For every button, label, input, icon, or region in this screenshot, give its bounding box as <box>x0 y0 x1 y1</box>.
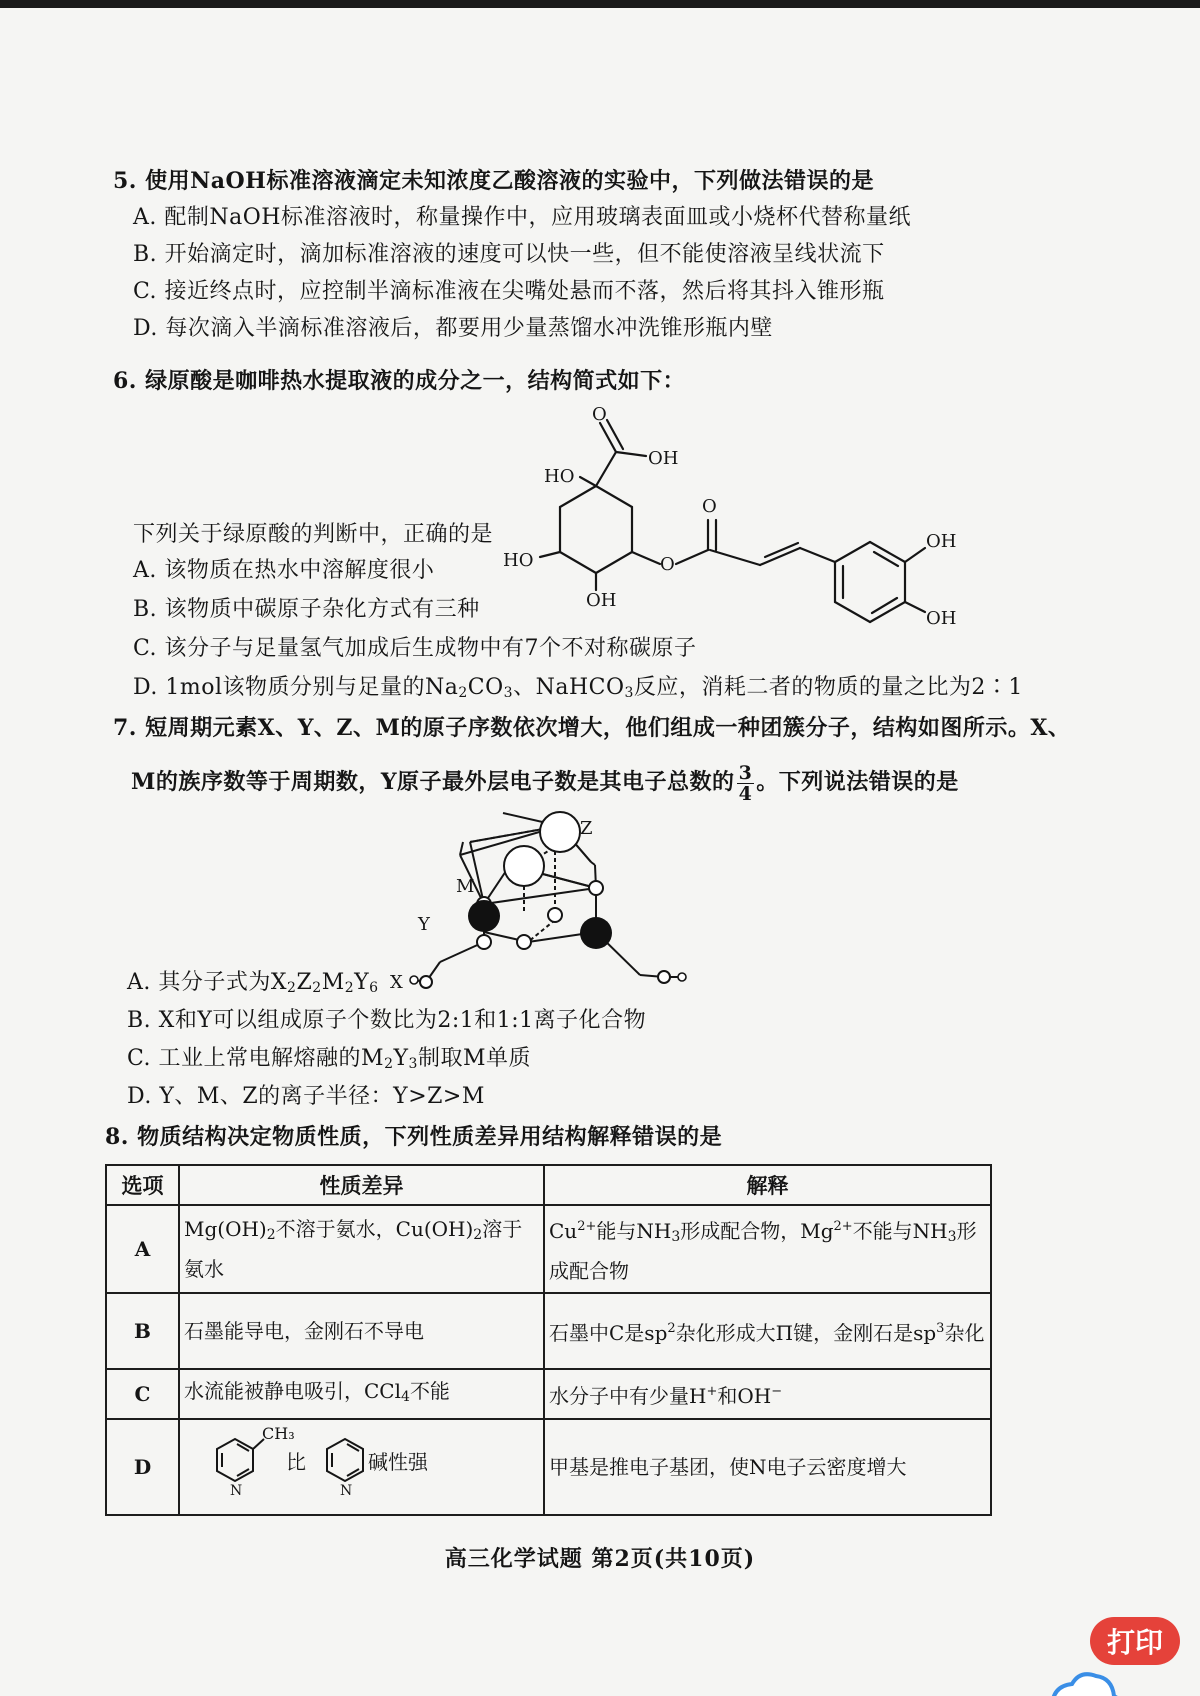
q5-option-d: D. 每次滴入半滴标准溶液后，都要用少量蒸馏水冲洗锥形瓶内壁 <box>133 316 773 341</box>
stronger-base-label: 碱性强 <box>368 1450 428 1474</box>
table-row-b <box>106 1293 991 1369</box>
row-c-explanation: 水分子中有少量H+和OH− <box>544 1369 991 1419</box>
row-d-property <box>179 1419 544 1515</box>
header-property: 性质差异 <box>179 1165 544 1205</box>
than-label: 比 <box>286 1450 306 1474</box>
q6-option-d: D. 1mol该物质分别与足量的$Na_2CO_3$、NaHCO$_3$反应，消耗二者的物质的量之比为2∶1 <box>133 675 1023 701</box>
ring-ho-label: HO <box>503 550 534 571</box>
ester-o-label: O <box>660 554 675 575</box>
q6-option-c: C. 该分子与足量氢气加成后生成物中有7个不对称碳原子 <box>133 636 697 661</box>
row-d-explanation: 甲基是推电子基团，使N电子云密度增大 <box>544 1419 991 1515</box>
q7-option-b: B. X和Y可以组成原子个数比为2:1和1:1离子化合物 <box>127 1008 647 1033</box>
row-b-property: 石墨能导电，金刚石不导电 <box>179 1293 544 1369</box>
cluster-z-label: Z <box>580 818 593 839</box>
row-b-option: B <box>106 1293 179 1369</box>
q8-stem: 8. 物质结构决定物质性质，下列性质差异用结构解释错误的是 <box>105 1124 723 1150</box>
acid-carbonyl-o-label: O <box>592 404 607 425</box>
pyridine-comparison <box>184 1425 539 1509</box>
q7-option-a: A. 其分子式为$X_2Z_2M_2Y_6$ <box>127 970 379 996</box>
acid-oh-label: OH <box>648 448 679 469</box>
table-row-c <box>106 1369 991 1419</box>
phenol-oh-2-label: OH <box>926 608 957 629</box>
q6-lead: 下列关于绿原酸的判断中，正确的是 <box>133 522 494 547</box>
table-header-row <box>106 1165 991 1205</box>
row-a-option: A <box>106 1205 179 1293</box>
row-c-option: C <box>106 1369 179 1419</box>
row-b-explanation: 石墨中C是$sp^2$杂化形成大Π键，金刚石是$sp^3$杂化 <box>544 1293 991 1369</box>
ch3-label: CH₃ <box>262 1425 295 1443</box>
table-row-d <box>106 1419 991 1515</box>
cluster-y-label: Y <box>418 914 430 935</box>
q7-stem-1: 7. 短周期元素X、Y、Z、M的原子序数依次增大，他们组成一种团簇分子，结构如图所示。X、 <box>113 715 1071 741</box>
ring-oh-bottom-label: OH <box>586 590 617 611</box>
q5-option-c: C. 接近终点时，应控制半滴标准液在尖嘴处悬而不落，然后将其抖入锥形瓶 <box>133 279 885 304</box>
q5-stem: 5. 使用NaOH标准溶液滴定未知浓度乙酸溶液的实验中，下列做法错误的是 <box>113 168 874 194</box>
row-a-explanation: $Cu^{2+}$能与$NH_3$形成配合物，$Mg^{2+}$不能与$NH_3$形成配合物 <box>544 1205 991 1293</box>
cloud-icon[interactable] <box>1042 1668 1122 1696</box>
pyridine-n-2: N <box>340 1483 353 1499</box>
fraction-three-quarters: $\frac{3}{4}$ <box>738 761 753 805</box>
row-d-option: D <box>106 1419 179 1515</box>
q8-table <box>105 1164 992 1516</box>
ester-carbonyl-o-label: O <box>702 496 717 517</box>
q6-option-b: B. 该物质中碳原子杂化方式有三种 <box>133 597 480 622</box>
cluster-x-label: X <box>390 972 403 993</box>
q5-option-b: B. 开始滴定时，滴加标准溶液的速度可以快一些，但不能使溶液呈线状流下 <box>133 242 885 267</box>
quat-ho-label: HO <box>544 466 575 487</box>
phenol-oh-1-label: OH <box>926 531 957 552</box>
q7-option-c: C. 工业上常电解熔融的$M_2Y_3$制取M单质 <box>127 1046 531 1072</box>
print-button[interactable]: 打印 <box>1090 1617 1180 1665</box>
pyridine-n-1: N <box>230 1483 243 1499</box>
row-a-property: $Mg(OH)_2$不溶于氨水，$Cu(OH)_2$溶于氨水 <box>179 1205 544 1293</box>
q6-option-a: A. 该物质在热水中溶解度很小 <box>133 558 435 583</box>
table-row-a <box>106 1205 991 1293</box>
cluster-m-label: M <box>456 876 475 897</box>
header-option: 选项 <box>106 1165 179 1205</box>
q5-option-a: A. 配制NaOH标准溶液时，称量操作中，应用玻璃表面皿或小烧杯代替称量纸 <box>133 205 911 230</box>
header-explanation: 解释 <box>544 1165 991 1205</box>
q7-stem-2: M的族序数等于周期数，Y原子最外层电子数是其电子总数的 $\frac{3}{4}$ 。下列说法错误的是 <box>131 761 959 805</box>
row-c-property: 水流能被静电吸引，CCl$_4$不能 <box>179 1369 544 1419</box>
q6-stem: 6. 绿原酸是咖啡热水提取液的成分之一，结构简式如下： <box>113 368 686 394</box>
page-footer: 高三化学试题 第2页(共10页) <box>444 1546 756 1572</box>
q7-option-d: D. Y、M、Z的离子半径：Y>Z>M <box>127 1084 485 1109</box>
